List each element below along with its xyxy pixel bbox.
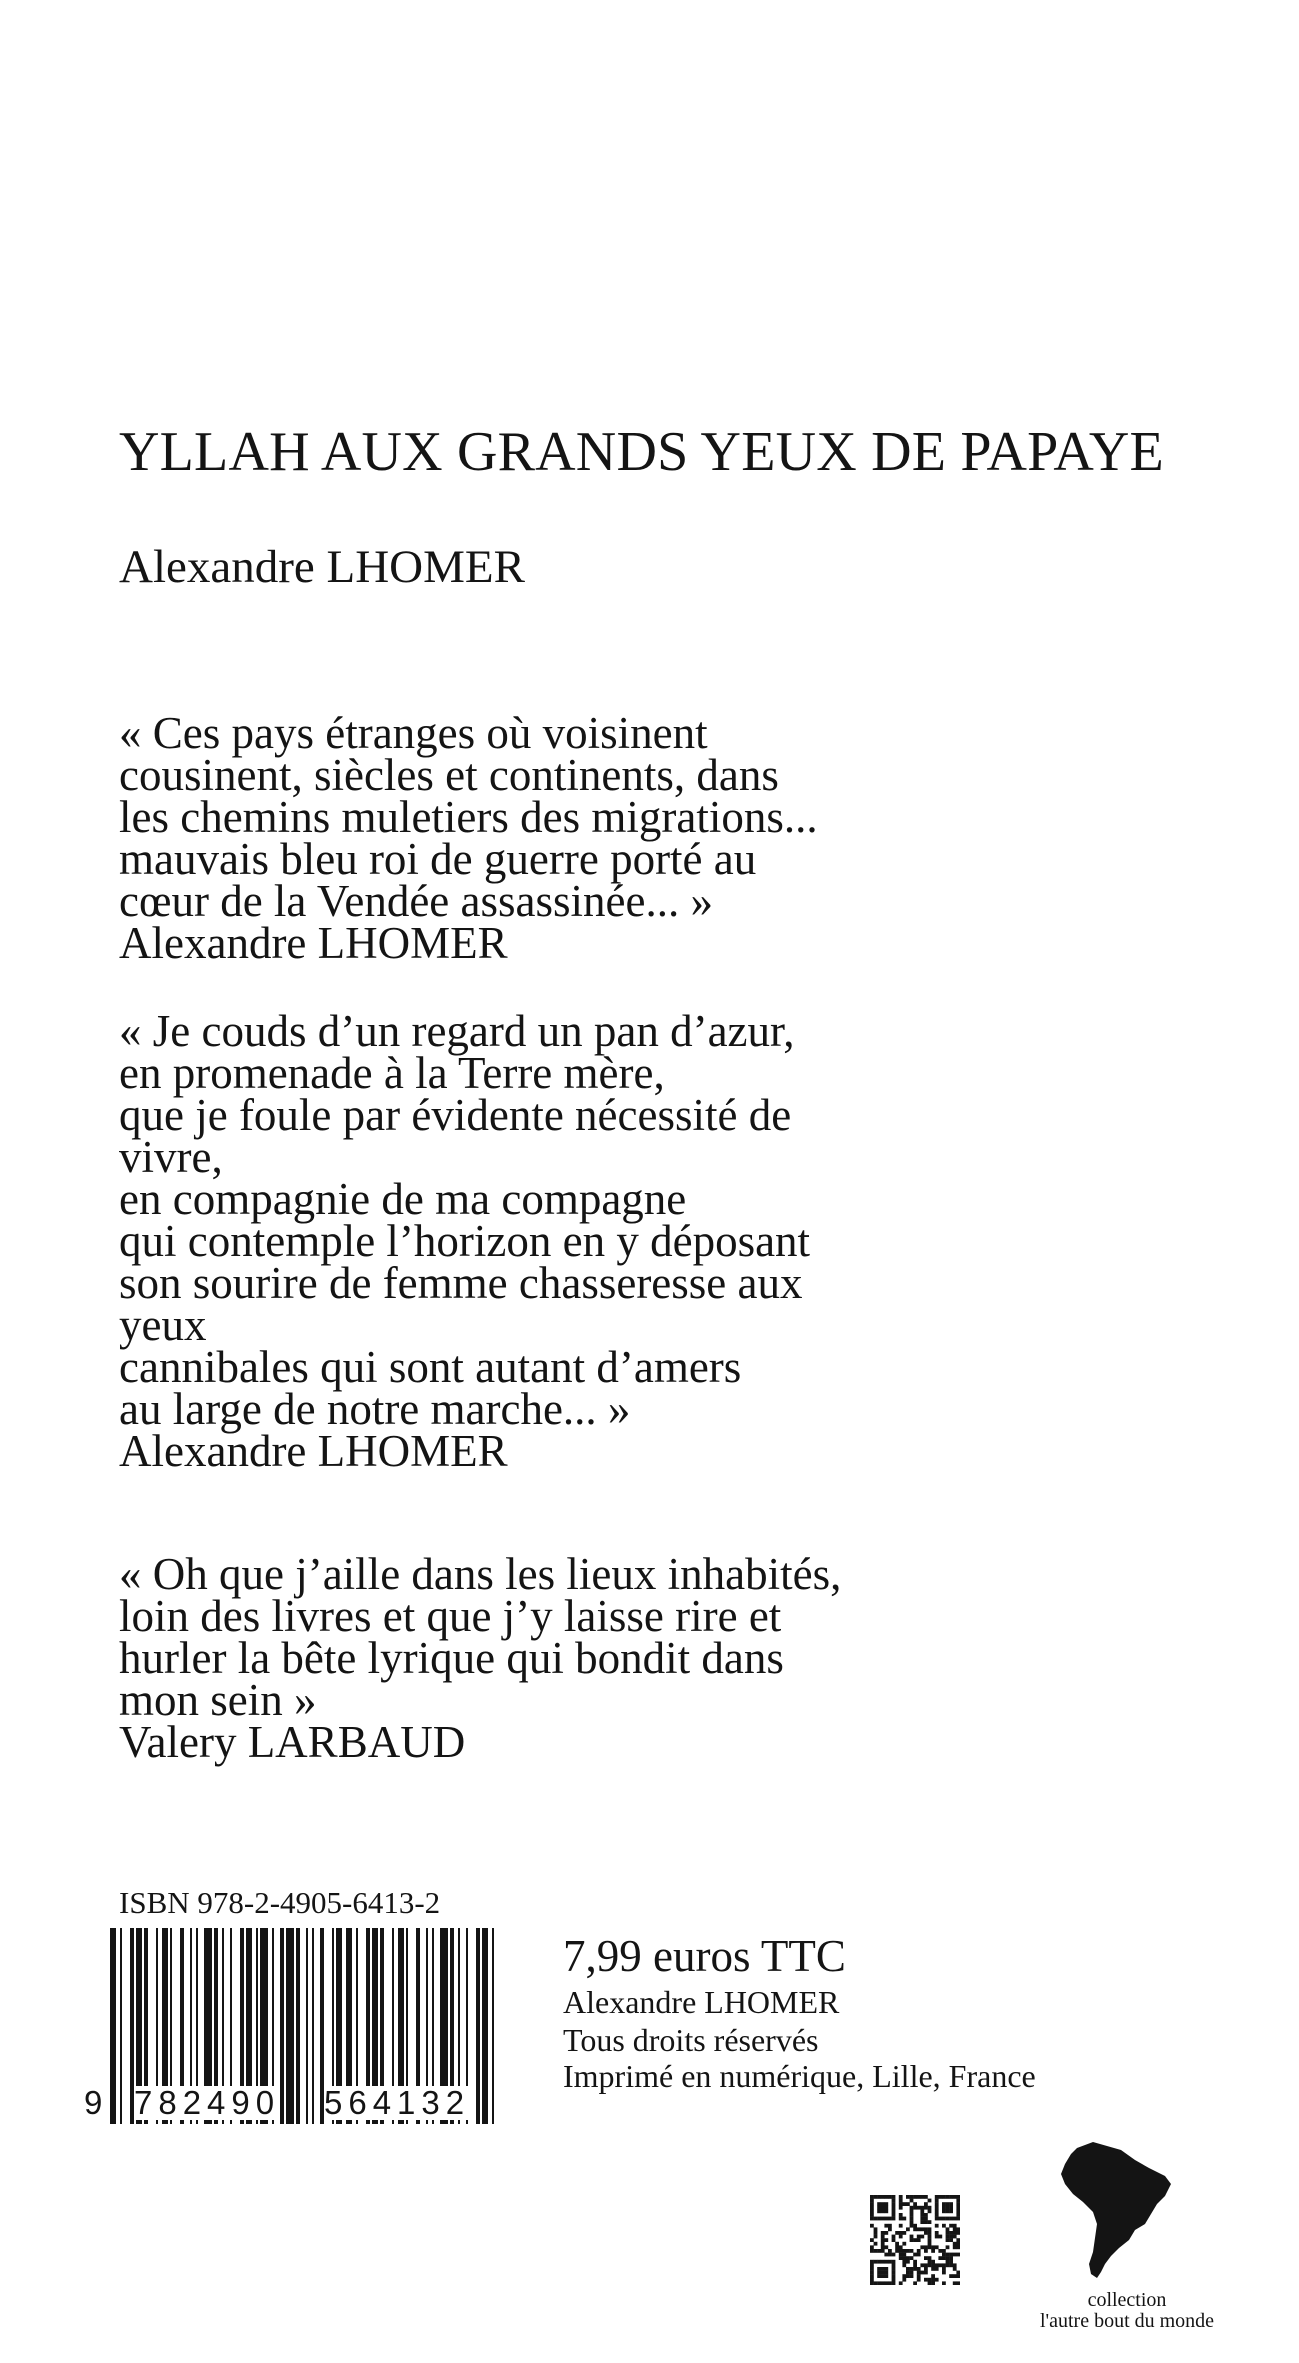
quote-line: en promenade à la Terre mère, (119, 1048, 665, 1098)
barcode-bar (110, 1928, 116, 2124)
quote-line: en compagnie de ma compagne (119, 1174, 687, 1224)
quote-line: que je foule par évidente nécessité de (119, 1090, 792, 1140)
quote-line: yeux (119, 1300, 207, 1350)
quote-block-1 (119, 708, 818, 968)
barcode-right-group: 564132 (324, 2084, 471, 2121)
barcode-bar (482, 1928, 488, 2124)
barcode-first-digit: 9 (84, 2084, 103, 2121)
quote-line: « Je couds d’un regard un pan d’azur, (119, 1006, 795, 1056)
qr-code-icon (870, 2195, 960, 2285)
quote-line: hurler la bête lyrique qui bondit dans (119, 1633, 784, 1683)
quote-line: « Ces pays étranges où voisinent (119, 708, 708, 758)
rights-notice: Tous droits réservés (563, 2022, 819, 2058)
printing-info: Imprimé en numérique, Lille, France (563, 2058, 1036, 2094)
quote-line: son sourire de femme chasseresse aux (119, 1258, 803, 1308)
quote-line: au large de notre marche... » (119, 1384, 631, 1434)
quote-block-3 (119, 1549, 842, 1767)
quote-line: mauvais bleu roi de guerre porté au (119, 834, 757, 884)
collection-word: collection (1087, 2289, 1167, 2311)
quote-line: cœur de la Vendée assassinée... » (119, 876, 713, 926)
price: 7,99 euros TTC (563, 1931, 846, 1981)
isbn-label: ISBN 978-2-4905-6413-2 (119, 1885, 441, 1920)
quote-attribution: Valery LARBAUD (119, 1717, 466, 1767)
quote-line: qui contemple l’horizon en y déposant (119, 1216, 811, 1266)
quote-line: loin des livres et que j’y laisse rire et (119, 1591, 782, 1641)
quote-line: cannibales qui sont autant d’amers (119, 1342, 742, 1392)
quote-block-2 (119, 1006, 811, 1476)
quote-line: « Oh que j’aille dans les lieux inhabités, (119, 1549, 842, 1599)
barcode-bar (120, 1928, 122, 2124)
barcode-bar (280, 1928, 284, 2124)
copyright-holder: Alexandre LHOMER (563, 1984, 840, 2020)
quote-line: cousinent, siècles et continents, dans (119, 750, 779, 800)
barcode-bar (306, 1928, 308, 2124)
quote-line: vivre, (119, 1132, 223, 1182)
barcode-left-group: 782490 (134, 2084, 281, 2121)
quote-line: mon sein » (119, 1675, 317, 1725)
quote-line: les chemins muletiers des migrations... (119, 792, 818, 842)
barcode-bar (296, 1928, 300, 2124)
barcode-bar (286, 1928, 294, 2124)
collection-label (1012, 2290, 1242, 2332)
south-america-logo-icon (1055, 2140, 1173, 2278)
collection-name: l'autre bout du monde (1039, 2310, 1215, 2332)
barcode-bar (492, 1928, 494, 2124)
book-author: Alexandre LHOMER (119, 541, 525, 593)
barcode-bar (476, 1928, 480, 2124)
quote-attribution: Alexandre LHOMER (119, 1426, 508, 1476)
quote-attribution: Alexandre LHOMER (119, 918, 508, 968)
book-title: YLLAH AUX GRANDS YEUX DE PAPAYE (119, 421, 1164, 483)
barcode (84, 1928, 504, 2124)
barcode-bar (312, 1928, 314, 2124)
